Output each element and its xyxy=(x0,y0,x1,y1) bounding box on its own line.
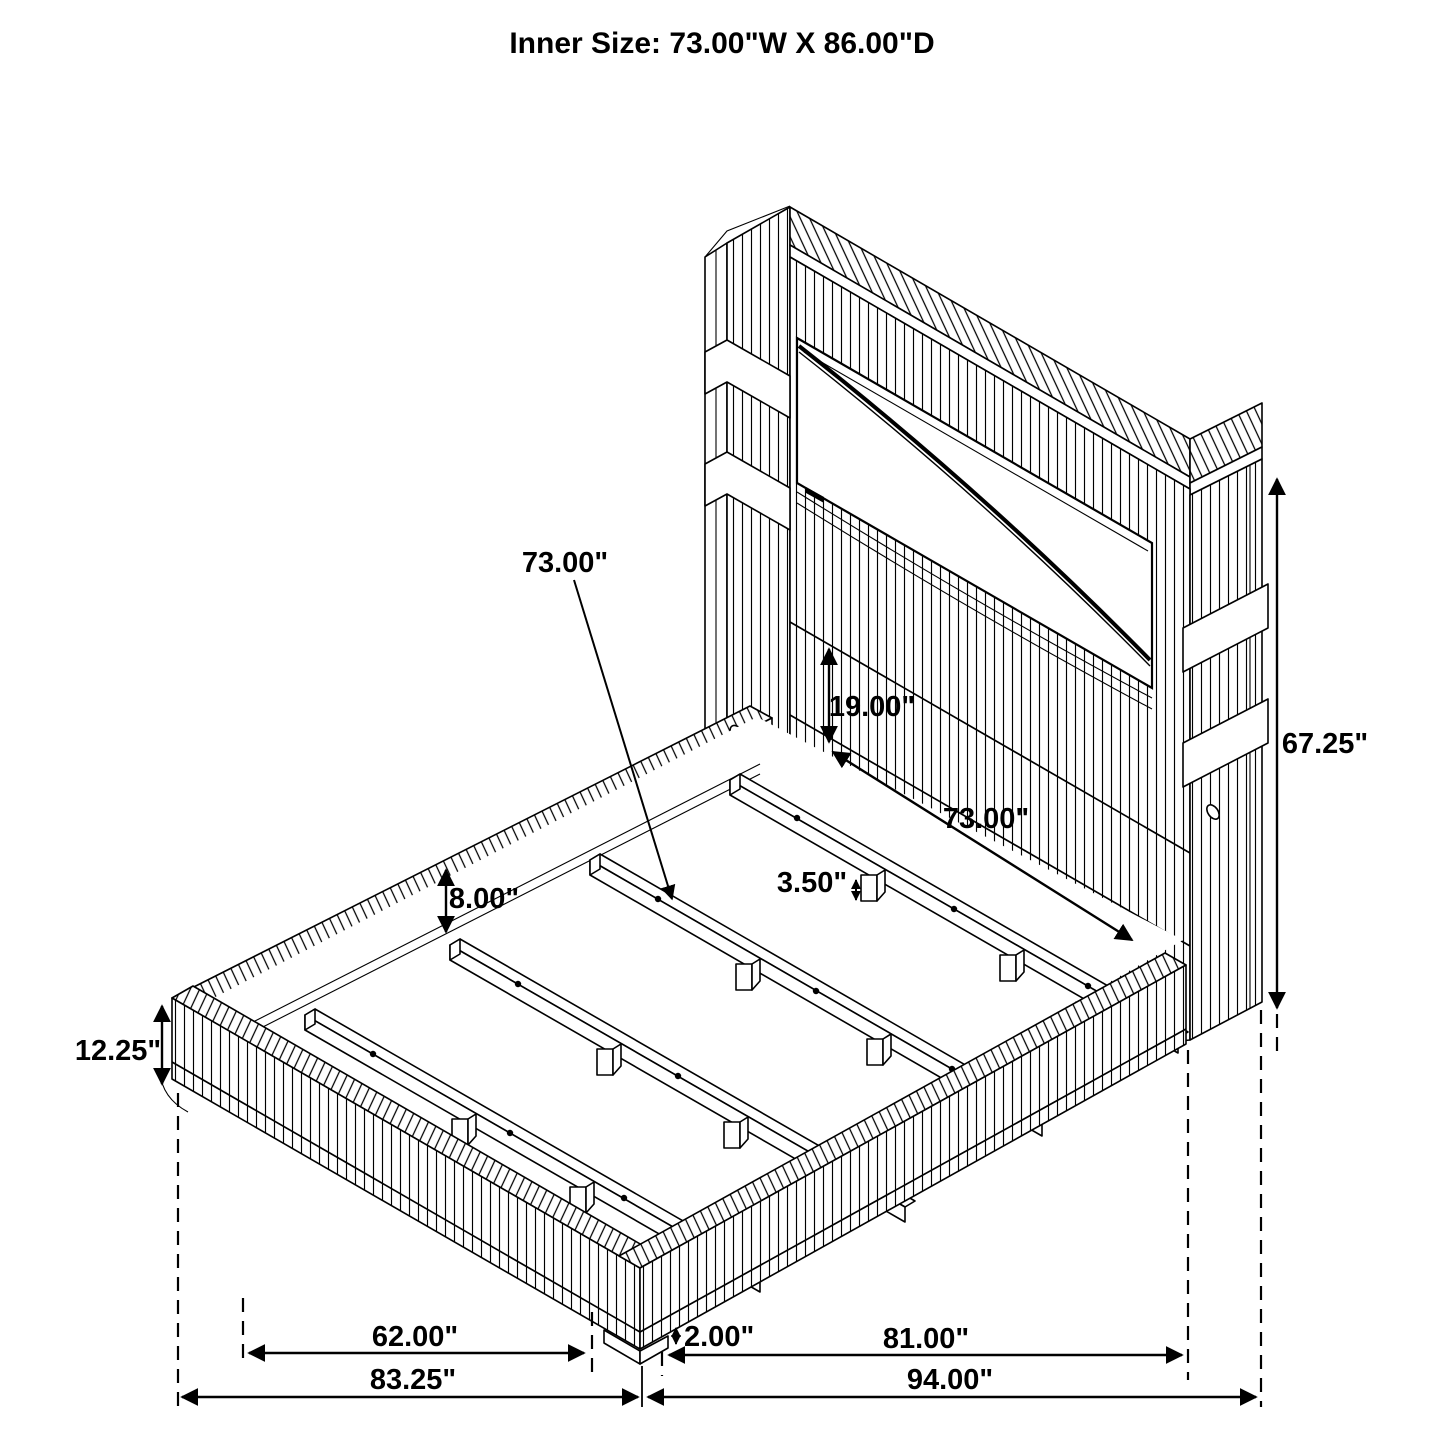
dim-slat-span xyxy=(249,1321,584,1353)
dim-base-inset xyxy=(676,1321,754,1353)
dim-slat-thickness-label: 3.50" xyxy=(776,867,848,899)
dim-overall-width xyxy=(182,1364,638,1397)
dim-frame-height-label: 12.25" xyxy=(74,1035,162,1067)
dim-headboard-height xyxy=(1277,479,1368,1058)
dim-overall-depth xyxy=(648,1364,1256,1397)
dim-headboard-height-label: 67.25" xyxy=(1281,728,1369,760)
dim-frame-height xyxy=(75,1006,162,1084)
dim-panel-gap-label: 19.00" xyxy=(828,691,916,723)
dim-rail-gap-label: 8.00" xyxy=(448,883,520,915)
dim-inner-width-label: 73.00" xyxy=(942,803,1030,835)
dim-slat-length-label: 73.00" xyxy=(521,547,609,579)
dim-slat-span-label: 62.00" xyxy=(371,1321,459,1353)
dim-slat-thickness xyxy=(777,867,856,900)
dim-side-rail-length-label: 81.00" xyxy=(882,1323,970,1355)
diagram-title: Inner Size: 73.00"W X 86.00"D xyxy=(509,27,935,60)
dim-base-inset-label: 2.00" xyxy=(684,1321,755,1353)
dim-overall-width-label: 83.25" xyxy=(369,1364,457,1396)
dim-overall-depth-label: 94.00" xyxy=(906,1364,994,1396)
